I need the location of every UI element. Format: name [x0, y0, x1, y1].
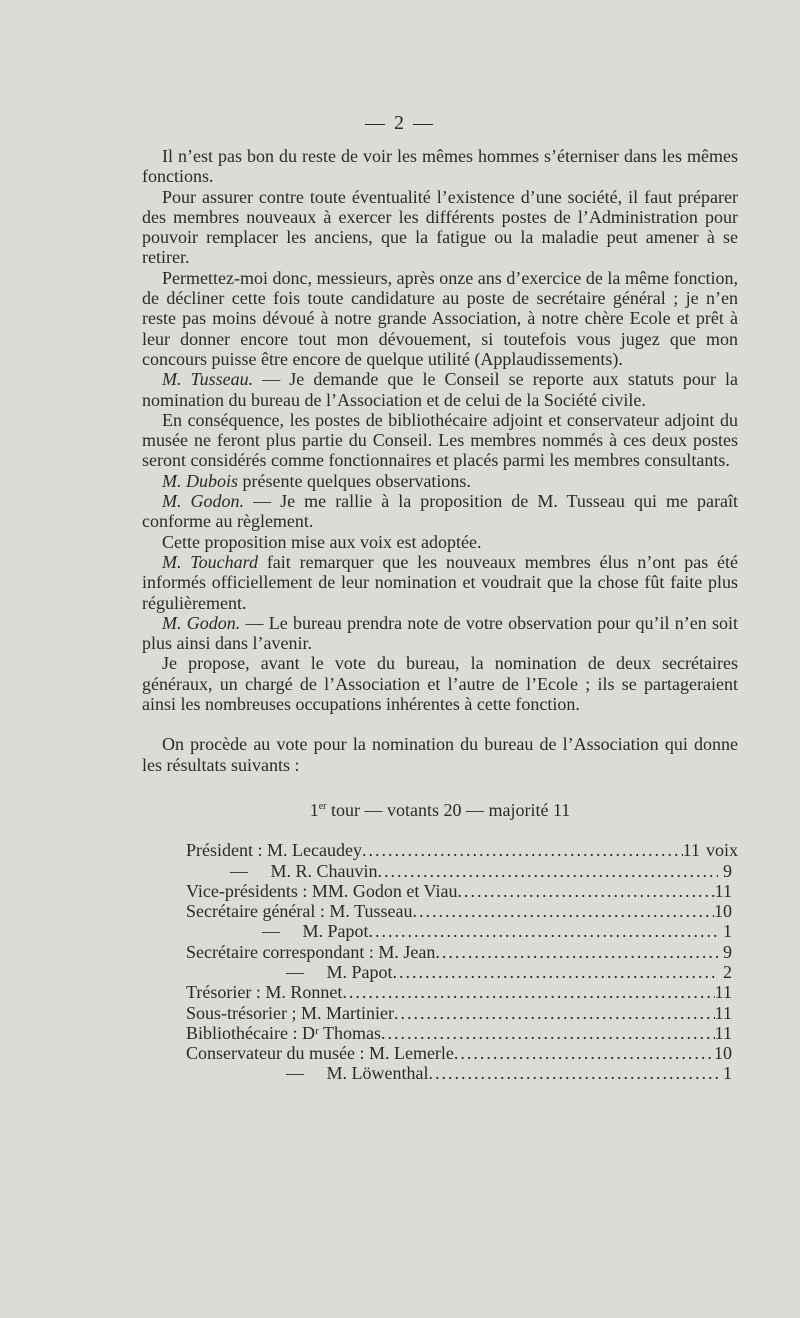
- paragraph: En conséquence, les postes de bibliothécaire adjoint et conservateur adjoint du musée ne feront plus partie du Conseil. Les membres nommés à ces deux postes seront considérés comme fonctionnaires et placés parmi les membres consultants.: [142, 409, 738, 471]
- speaker-name: M. Dubois: [162, 470, 238, 491]
- speaker-name: M. Godon.: [162, 612, 241, 633]
- paragraph: M. Godon. — Je me rallie à la proposition de M. Tusseau qui me paraît conforme au règlement.: [142, 491, 738, 532]
- paragraph: Pour assurer contre toute éventualité l’existence d’une société, il faut préparer des membres nouveaux à exercer les différents postes de l’Administration pour pouvoir remplacer les anciens, que la fatigue ou la maladie peut amener à se retirer.: [142, 186, 738, 268]
- paragraph: M. Touchard fait remarquer que les nouveaux membres élus n’ont pas été informés officiellement de leur nomination et voudrait que la chose fût faite plus régulièrement.: [142, 551, 738, 613]
- result-row: Trésorier : M. Ronnet ..... 11: [186, 982, 738, 1002]
- speaker-name: M. Touchard: [162, 551, 258, 572]
- result-row: — M. Papot ..... 1: [186, 921, 738, 941]
- vote-round-heading: 1er tour — votants 20 — majorité 11: [309, 799, 571, 820]
- paragraph: Je propose, avant le vote du bureau, la nomination de deux secrétaires généraux, un chargé de l’Association et l’autre de l’Ecole ; ils se partageraient ainsi les nombreuses occupations inhérentes à cette fonction.: [142, 653, 738, 715]
- page-number: — 2 —: [365, 112, 435, 134]
- result-row: Sous-trésorier ; M. Martinier ..... 11: [186, 1003, 738, 1023]
- result-row: — M. R. Chauvin ..... 9: [186, 861, 738, 881]
- paragraph: M. Dubois présente quelques observations.: [162, 470, 471, 491]
- page-body: [142, 146, 738, 1084]
- result-row: — M. Papot ..... 2: [186, 962, 738, 982]
- result-row: Secrétaire correspondant : M. Jean ..... 9: [186, 942, 738, 962]
- paragraph: M. Godon. — Le bureau prendra note de votre observation pour qu’il n’en soit plus ainsi dans l’avenir.: [142, 612, 738, 654]
- speaker-name: M. Godon.: [162, 491, 245, 512]
- result-row: Président : M. Lecaudey ..... 11 voix: [186, 840, 738, 860]
- result-row: Secrétaire général : M. Tusseau ..... 10: [186, 901, 738, 921]
- result-row: Bibliothécaire : Dʳ Thomas ..... 11: [186, 1023, 738, 1043]
- vote-results: [186, 840, 738, 1084]
- paragraph: Permettez-moi donc, messieurs, après onze ans d’exercice de la même fonction, de décliner cette fois toute candidature au poste de secrétaire général ; je n’en reste pas moins dévoué à notre grande Association, à notre chère Ecole et prêt à leur donner encore tout mon dévouement, si toutefois vous jugez que mon concours puisse être encore de quelque utilité (Applaudissements).: [142, 267, 738, 369]
- result-row: — M. Löwenthal ..... 1: [186, 1063, 738, 1083]
- paragraph: Il n’est pas bon du reste de voir les mêmes hommes s’éterniser dans les mêmes fonctions.: [142, 146, 738, 187]
- paragraph: Cette proposition mise aux voix est adoptée.: [162, 531, 482, 552]
- paragraph: On procède au vote pour la nomination du bureau de l’Association qui donne les résultats suivants :: [142, 734, 738, 775]
- result-row: Vice-présidents : MM. Godon et Viau ..... 11: [186, 881, 738, 901]
- paragraph: M. Tusseau. — Je demande que le Conseil se reporte aux statuts pour la nomination du bureau de l’Association et de celui de la Société civile.: [142, 369, 739, 410]
- result-row: Conservateur du musée : M. Lemerle ..... 10: [186, 1043, 738, 1063]
- speaker-name: M. Tusseau.: [162, 369, 254, 390]
